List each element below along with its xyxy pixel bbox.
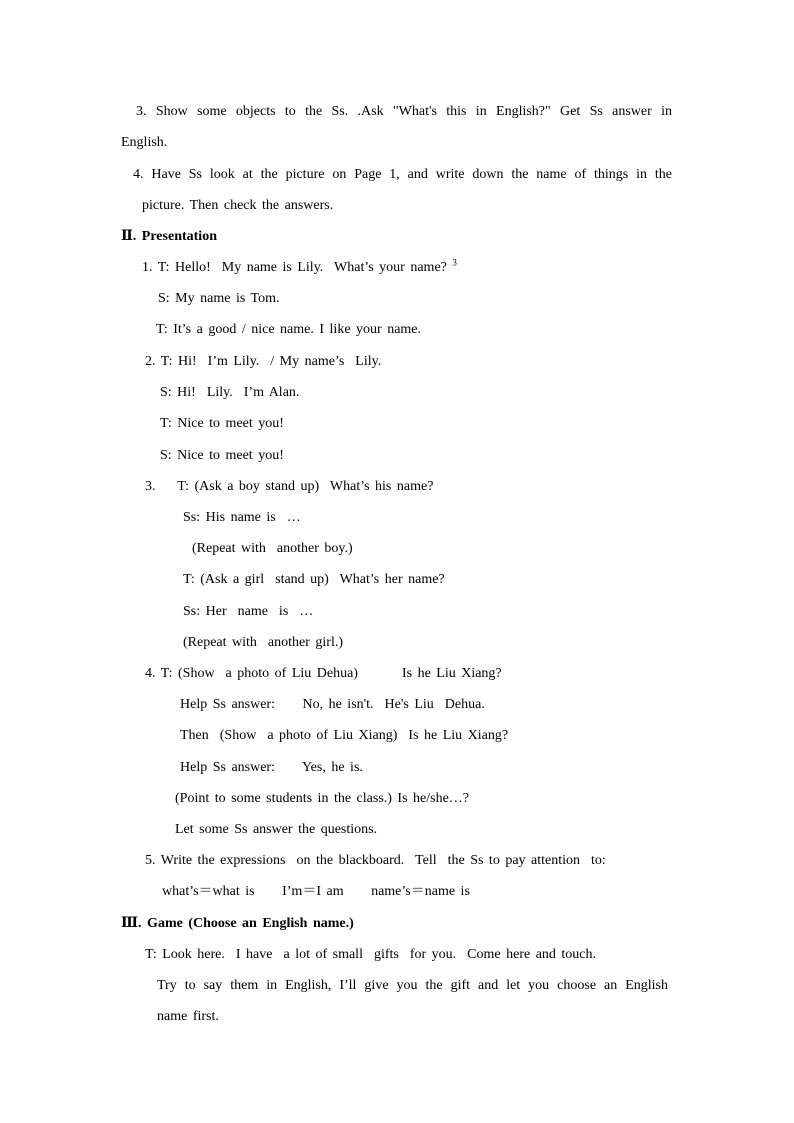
text-line: English. bbox=[121, 135, 168, 150]
text-line: what’s＝what is I’m＝I am name’s＝name is bbox=[162, 884, 470, 899]
text-line bbox=[142, 258, 457, 278]
text-line: Help Ss answer: Yes, he is. bbox=[180, 760, 363, 775]
text-line: S: Nice to meet you! bbox=[160, 448, 284, 463]
text-line: T: Nice to meet you! bbox=[160, 416, 284, 431]
text-line: 3. Show some objects to the Ss. .Ask "What's this in English?" Get Ss answer in bbox=[136, 104, 672, 119]
text-line: T: Look here. I have a lot of small gifts for you. Come here and touch. bbox=[145, 947, 597, 962]
text-line: 2. T: Hi! I’m Lily. / My name’s Lily. bbox=[145, 354, 382, 369]
text-line: Ss: His name is … bbox=[183, 510, 301, 525]
text-line: 5. Write the expressions on the blackboard. Tell the Ss to pay attention to: bbox=[145, 853, 606, 868]
text-line: (Repeat with another girl.) bbox=[183, 635, 344, 650]
text-line: (Repeat with another boy.) bbox=[192, 541, 353, 556]
text-line: S: Hi! Lily. I’m Alan. bbox=[160, 385, 300, 400]
text-line: Ss: Her name is … bbox=[183, 604, 314, 619]
text-line: 4. T: (Show a photo of Liu Dehua) Is he Liu Xiang? bbox=[145, 666, 502, 681]
text-line: name first. bbox=[157, 1009, 219, 1024]
text-span: 1. T: Hello! My name is Lily. What’s your name? bbox=[142, 260, 447, 275]
text-line: T: (Ask a girl stand up) What’s her name? bbox=[183, 572, 445, 587]
text-line: 4. Have Ss look at the picture on Page 1, and write down the name of things in the bbox=[133, 167, 672, 182]
text-line: Help Ss answer: No, he isn't. He's Liu Dehua. bbox=[180, 697, 485, 712]
text-line: 3. T: (Ask a boy stand up) What’s his name? bbox=[145, 479, 434, 494]
text-line: picture. Then check the answers. bbox=[142, 198, 334, 213]
footnote-marker: 3 bbox=[452, 257, 457, 268]
text-line: Try to say them in English, I’ll give you the gift and let you choose an English bbox=[157, 978, 668, 993]
text-line: Then (Show a photo of Liu Xiang) Is he Liu Xiang? bbox=[180, 728, 509, 743]
text-line: Let some Ss answer the questions. bbox=[175, 822, 378, 837]
text-line: T: It’s a good / nice name. I like your name. bbox=[156, 322, 422, 337]
text-line: (Point to some students in the class.) Is he/she…? bbox=[175, 791, 470, 806]
section-heading: Ⅱ. Presentation bbox=[121, 229, 217, 244]
section-heading: Ⅲ. Game (Choose an English name.) bbox=[121, 916, 354, 931]
text-line: S: My name is Tom. bbox=[158, 291, 280, 306]
